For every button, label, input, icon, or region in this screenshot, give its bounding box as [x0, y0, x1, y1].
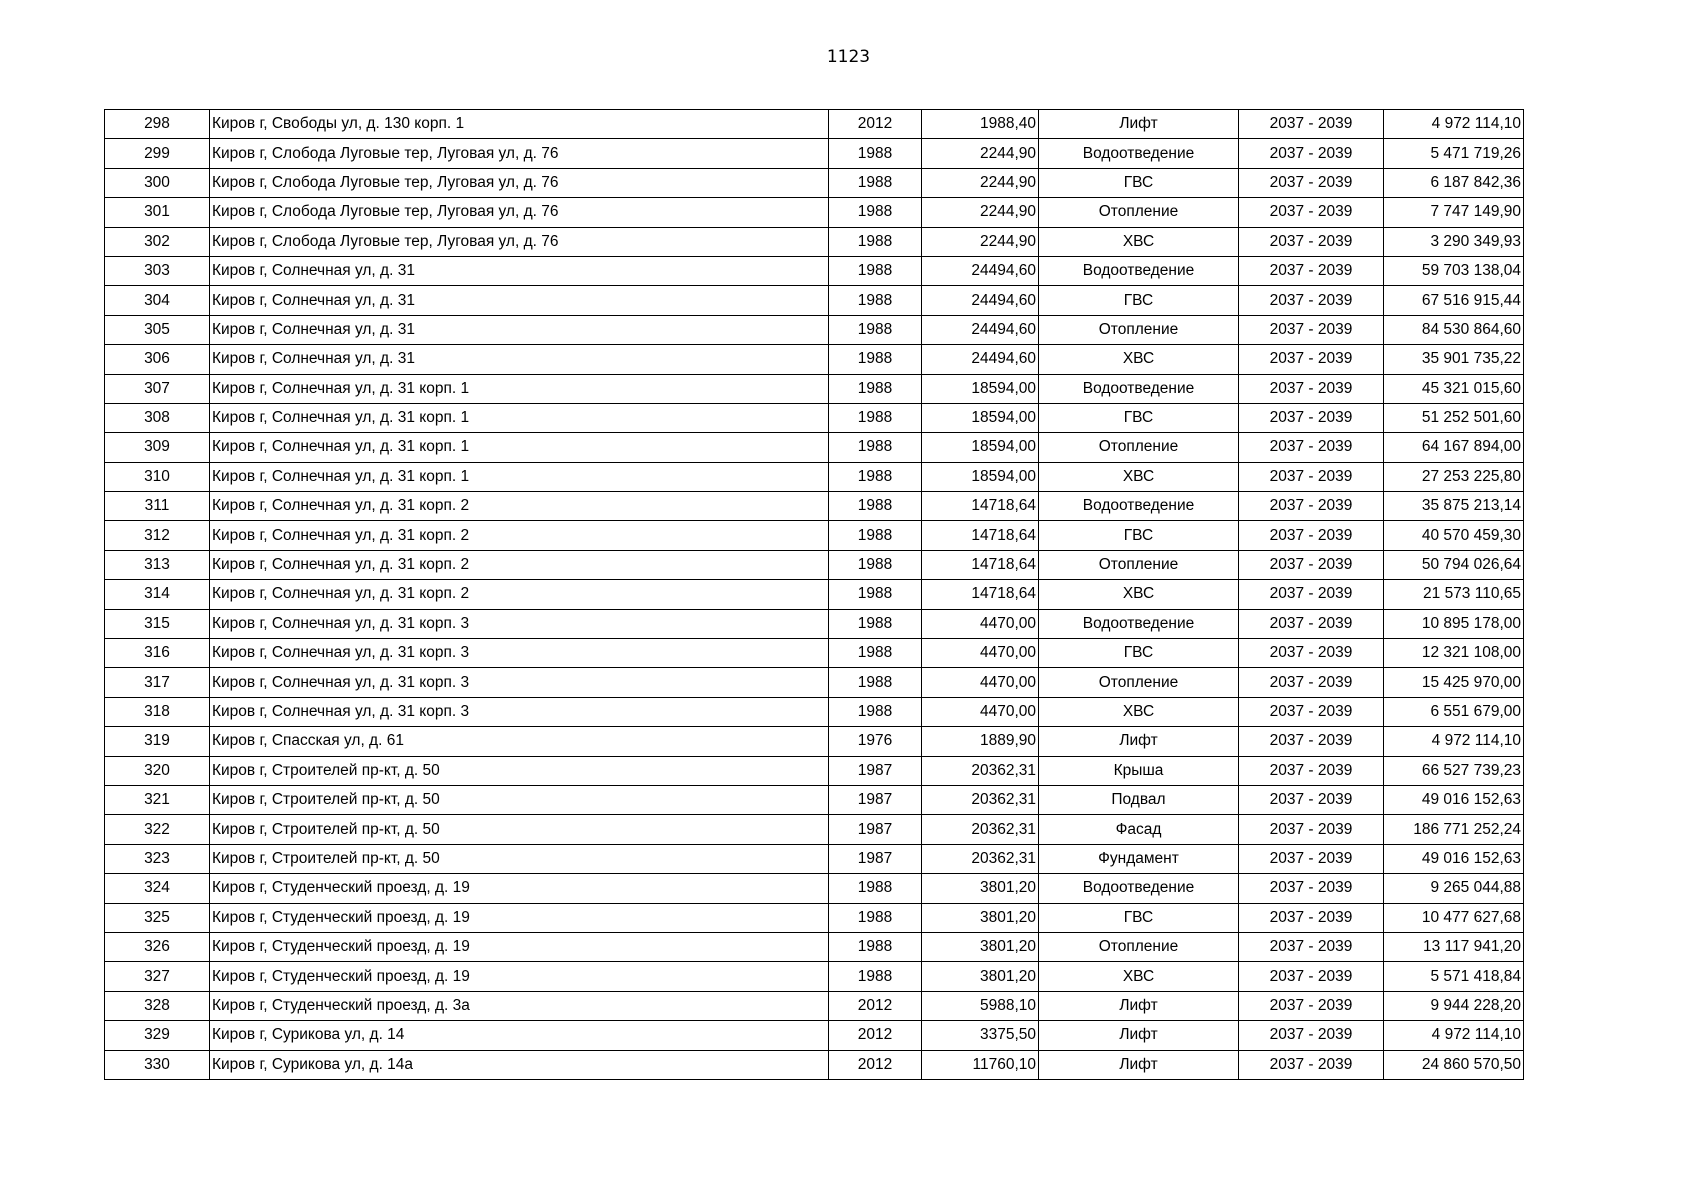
table-row: [105, 168, 1524, 197]
area-cell: 18594,00: [922, 374, 1039, 403]
table-row: [105, 139, 1524, 168]
area-cell: 14718,64: [922, 521, 1039, 550]
year-cell: 2012: [829, 991, 922, 1020]
row-number-cell: 326: [105, 932, 210, 961]
work-type-cell: Водоотведение: [1039, 492, 1239, 521]
address-cell: Киров г, Строителей пр-кт, д. 50: [210, 844, 829, 873]
work-type-cell: Лифт: [1039, 727, 1239, 756]
work-type-cell: ГВС: [1039, 521, 1239, 550]
year-cell: 1987: [829, 844, 922, 873]
year-cell: 1988: [829, 168, 922, 197]
work-type-cell: Отопление: [1039, 932, 1239, 961]
row-number-cell: 328: [105, 991, 210, 1020]
table-row: [105, 374, 1524, 403]
table-row: [105, 1050, 1524, 1079]
work-type-cell: ХВС: [1039, 462, 1239, 491]
row-number-cell: 325: [105, 903, 210, 932]
work-type-cell: Фасад: [1039, 815, 1239, 844]
period-cell: 2037 - 2039: [1239, 962, 1384, 991]
cost-cell: 186 771 252,24: [1384, 815, 1524, 844]
address-cell: Киров г, Солнечная ул, д. 31 корп. 1: [210, 462, 829, 491]
work-type-cell: ХВС: [1039, 697, 1239, 726]
address-cell: Киров г, Студенческий проезд, д. 19: [210, 874, 829, 903]
cost-cell: 35 901 735,22: [1384, 345, 1524, 374]
area-cell: 3801,20: [922, 962, 1039, 991]
cost-cell: 35 875 213,14: [1384, 492, 1524, 521]
row-number-cell: 309: [105, 433, 210, 462]
row-number-cell: 299: [105, 139, 210, 168]
period-cell: 2037 - 2039: [1239, 844, 1384, 873]
address-cell: Киров г, Студенческий проезд, д. 19: [210, 932, 829, 961]
cost-cell: 21 573 110,65: [1384, 580, 1524, 609]
cost-cell: 10 477 627,68: [1384, 903, 1524, 932]
year-cell: 1988: [829, 550, 922, 579]
period-cell: 2037 - 2039: [1239, 550, 1384, 579]
address-cell: Киров г, Солнечная ул, д. 31: [210, 345, 829, 374]
table-row: [105, 256, 1524, 285]
address-cell: Киров г, Солнечная ул, д. 31 корп. 3: [210, 639, 829, 668]
year-cell: 1988: [829, 668, 922, 697]
row-number-cell: 307: [105, 374, 210, 403]
address-cell: Киров г, Солнечная ул, д. 31 корп. 3: [210, 697, 829, 726]
table-row: [105, 492, 1524, 521]
table-row: [105, 227, 1524, 256]
cost-cell: 13 117 941,20: [1384, 932, 1524, 961]
area-cell: 2244,90: [922, 198, 1039, 227]
work-type-cell: Отопление: [1039, 315, 1239, 344]
address-cell: Киров г, Солнечная ул, д. 31 корп. 1: [210, 433, 829, 462]
address-cell: Киров г, Студенческий проезд, д. 3а: [210, 991, 829, 1020]
table-row: [105, 756, 1524, 785]
row-number-cell: 301: [105, 198, 210, 227]
period-cell: 2037 - 2039: [1239, 580, 1384, 609]
row-number-cell: 317: [105, 668, 210, 697]
row-number-cell: 312: [105, 521, 210, 550]
address-cell: Киров г, Солнечная ул, д. 31 корп. 3: [210, 609, 829, 638]
cost-cell: 66 527 739,23: [1384, 756, 1524, 785]
address-cell: Киров г, Строителей пр-кт, д. 50: [210, 815, 829, 844]
period-cell: 2037 - 2039: [1239, 785, 1384, 814]
cost-cell: 59 703 138,04: [1384, 256, 1524, 285]
cost-cell: 24 860 570,50: [1384, 1050, 1524, 1079]
address-cell: Киров г, Солнечная ул, д. 31 корп. 1: [210, 403, 829, 432]
cost-cell: 15 425 970,00: [1384, 668, 1524, 697]
row-number-cell: 306: [105, 345, 210, 374]
period-cell: 2037 - 2039: [1239, 492, 1384, 521]
year-cell: 1988: [829, 521, 922, 550]
area-cell: 24494,60: [922, 345, 1039, 374]
period-cell: 2037 - 2039: [1239, 521, 1384, 550]
table-row: [105, 991, 1524, 1020]
year-cell: 1987: [829, 785, 922, 814]
row-number-cell: 316: [105, 639, 210, 668]
cost-cell: 6 187 842,36: [1384, 168, 1524, 197]
work-type-cell: Лифт: [1039, 1050, 1239, 1079]
area-cell: 3375,50: [922, 1021, 1039, 1050]
year-cell: 1988: [829, 433, 922, 462]
address-cell: Киров г, Солнечная ул, д. 31 корп. 3: [210, 668, 829, 697]
table-row: [105, 609, 1524, 638]
year-cell: 1987: [829, 756, 922, 785]
cost-cell: 84 530 864,60: [1384, 315, 1524, 344]
address-cell: Киров г, Слобода Луговые тер, Луговая ул, д. 76: [210, 198, 829, 227]
period-cell: 2037 - 2039: [1239, 462, 1384, 491]
period-cell: 2037 - 2039: [1239, 991, 1384, 1020]
cost-cell: 45 321 015,60: [1384, 374, 1524, 403]
cost-cell: 50 794 026,64: [1384, 550, 1524, 579]
work-type-cell: Отопление: [1039, 668, 1239, 697]
period-cell: 2037 - 2039: [1239, 168, 1384, 197]
area-cell: 20362,31: [922, 756, 1039, 785]
work-type-cell: Фундамент: [1039, 844, 1239, 873]
work-type-cell: Отопление: [1039, 550, 1239, 579]
table-row: [105, 198, 1524, 227]
cost-cell: 49 016 152,63: [1384, 785, 1524, 814]
work-type-cell: Отопление: [1039, 198, 1239, 227]
work-type-cell: Водоотведение: [1039, 256, 1239, 285]
year-cell: 1988: [829, 697, 922, 726]
cost-cell: 3 290 349,93: [1384, 227, 1524, 256]
table-row: [105, 874, 1524, 903]
table-row: [105, 345, 1524, 374]
work-type-cell: Отопление: [1039, 433, 1239, 462]
table-row: [105, 580, 1524, 609]
period-cell: 2037 - 2039: [1239, 139, 1384, 168]
row-number-cell: 313: [105, 550, 210, 579]
year-cell: 1988: [829, 903, 922, 932]
period-cell: 2037 - 2039: [1239, 227, 1384, 256]
table-row: [105, 903, 1524, 932]
work-type-cell: ХВС: [1039, 227, 1239, 256]
area-cell: 20362,31: [922, 844, 1039, 873]
table-row: [105, 110, 1524, 139]
period-cell: 2037 - 2039: [1239, 345, 1384, 374]
row-number-cell: 319: [105, 727, 210, 756]
area-cell: 2244,90: [922, 227, 1039, 256]
cost-cell: 40 570 459,30: [1384, 521, 1524, 550]
area-cell: 3801,20: [922, 932, 1039, 961]
row-number-cell: 314: [105, 580, 210, 609]
year-cell: 1988: [829, 403, 922, 432]
period-cell: 2037 - 2039: [1239, 1050, 1384, 1079]
period-cell: 2037 - 2039: [1239, 932, 1384, 961]
works-register-table: [104, 109, 1524, 1080]
row-number-cell: 310: [105, 462, 210, 491]
area-cell: 4470,00: [922, 668, 1039, 697]
table-row: [105, 639, 1524, 668]
period-cell: 2037 - 2039: [1239, 815, 1384, 844]
address-cell: Киров г, Строителей пр-кт, д. 50: [210, 756, 829, 785]
address-cell: Киров г, Слобода Луговые тер, Луговая ул, д. 76: [210, 139, 829, 168]
area-cell: 18594,00: [922, 403, 1039, 432]
work-type-cell: ГВС: [1039, 286, 1239, 315]
year-cell: 2012: [829, 1021, 922, 1050]
cost-cell: 6 551 679,00: [1384, 697, 1524, 726]
cost-cell: 4 972 114,10: [1384, 1021, 1524, 1050]
row-number-cell: 327: [105, 962, 210, 991]
area-cell: 20362,31: [922, 815, 1039, 844]
period-cell: 2037 - 2039: [1239, 315, 1384, 344]
address-cell: Киров г, Сурикова ул, д. 14а: [210, 1050, 829, 1079]
table-row: [105, 1021, 1524, 1050]
period-cell: 2037 - 2039: [1239, 1021, 1384, 1050]
year-cell: 1988: [829, 198, 922, 227]
address-cell: Киров г, Свободы ул, д. 130 корп. 1: [210, 110, 829, 139]
year-cell: 1988: [829, 345, 922, 374]
cost-cell: 51 252 501,60: [1384, 403, 1524, 432]
area-cell: 14718,64: [922, 580, 1039, 609]
area-cell: 3801,20: [922, 874, 1039, 903]
address-cell: Киров г, Слобода Луговые тер, Луговая ул, д. 76: [210, 227, 829, 256]
year-cell: 1988: [829, 227, 922, 256]
table-row: [105, 286, 1524, 315]
cost-cell: 49 016 152,63: [1384, 844, 1524, 873]
area-cell: 24494,60: [922, 256, 1039, 285]
year-cell: 1988: [829, 639, 922, 668]
period-cell: 2037 - 2039: [1239, 874, 1384, 903]
work-type-cell: Водоотведение: [1039, 374, 1239, 403]
work-type-cell: Лифт: [1039, 110, 1239, 139]
period-cell: 2037 - 2039: [1239, 609, 1384, 638]
cost-cell: 5 571 418,84: [1384, 962, 1524, 991]
cost-cell: 9 944 228,20: [1384, 991, 1524, 1020]
cost-cell: 67 516 915,44: [1384, 286, 1524, 315]
address-cell: Киров г, Солнечная ул, д. 31 корп. 1: [210, 374, 829, 403]
address-cell: Киров г, Строителей пр-кт, д. 50: [210, 785, 829, 814]
table-row: [105, 727, 1524, 756]
area-cell: 1988,40: [922, 110, 1039, 139]
row-number-cell: 324: [105, 874, 210, 903]
work-type-cell: Подвал: [1039, 785, 1239, 814]
table-row: [105, 932, 1524, 961]
table-row: [105, 433, 1524, 462]
work-type-cell: Лифт: [1039, 1021, 1239, 1050]
area-cell: 14718,64: [922, 492, 1039, 521]
cost-cell: 4 972 114,10: [1384, 110, 1524, 139]
period-cell: 2037 - 2039: [1239, 903, 1384, 932]
year-cell: 1988: [829, 609, 922, 638]
page-number: 1123: [826, 47, 871, 67]
period-cell: 2037 - 2039: [1239, 756, 1384, 785]
work-type-cell: Водоотведение: [1039, 139, 1239, 168]
address-cell: Киров г, Слобода Луговые тер, Луговая ул, д. 76: [210, 168, 829, 197]
address-cell: Киров г, Солнечная ул, д. 31: [210, 256, 829, 285]
period-cell: 2037 - 2039: [1239, 668, 1384, 697]
table-row: [105, 668, 1524, 697]
area-cell: 1889,90: [922, 727, 1039, 756]
row-number-cell: 322: [105, 815, 210, 844]
address-cell: Киров г, Спасская ул, д. 61: [210, 727, 829, 756]
area-cell: 4470,00: [922, 609, 1039, 638]
area-cell: 5988,10: [922, 991, 1039, 1020]
table-row: [105, 521, 1524, 550]
row-number-cell: 311: [105, 492, 210, 521]
cost-cell: 4 972 114,10: [1384, 727, 1524, 756]
work-type-cell: ГВС: [1039, 168, 1239, 197]
cost-cell: 10 895 178,00: [1384, 609, 1524, 638]
row-number-cell: 318: [105, 697, 210, 726]
work-type-cell: Водоотведение: [1039, 874, 1239, 903]
period-cell: 2037 - 2039: [1239, 198, 1384, 227]
year-cell: 1988: [829, 492, 922, 521]
period-cell: 2037 - 2039: [1239, 727, 1384, 756]
row-number-cell: 323: [105, 844, 210, 873]
address-cell: Киров г, Студенческий проезд, д. 19: [210, 903, 829, 932]
area-cell: 20362,31: [922, 785, 1039, 814]
year-cell: 1988: [829, 932, 922, 961]
area-cell: 14718,64: [922, 550, 1039, 579]
year-cell: 1988: [829, 286, 922, 315]
area-cell: 4470,00: [922, 639, 1039, 668]
year-cell: 1988: [829, 139, 922, 168]
period-cell: 2037 - 2039: [1239, 433, 1384, 462]
table-row: [105, 844, 1524, 873]
year-cell: 1988: [829, 962, 922, 991]
row-number-cell: 315: [105, 609, 210, 638]
table-row: [105, 462, 1524, 491]
address-cell: Киров г, Солнечная ул, д. 31 корп. 2: [210, 521, 829, 550]
row-number-cell: 329: [105, 1021, 210, 1050]
area-cell: 4470,00: [922, 697, 1039, 726]
period-cell: 2037 - 2039: [1239, 403, 1384, 432]
work-type-cell: ХВС: [1039, 345, 1239, 374]
address-cell: Киров г, Солнечная ул, д. 31 корп. 2: [210, 550, 829, 579]
year-cell: 1988: [829, 580, 922, 609]
table-row: [105, 315, 1524, 344]
area-cell: 11760,10: [922, 1050, 1039, 1079]
row-number-cell: 298: [105, 110, 210, 139]
year-cell: 1988: [829, 256, 922, 285]
period-cell: 2037 - 2039: [1239, 110, 1384, 139]
area-cell: 2244,90: [922, 168, 1039, 197]
cost-cell: 7 747 149,90: [1384, 198, 1524, 227]
table-body: [105, 110, 1524, 1080]
area-cell: 18594,00: [922, 462, 1039, 491]
address-cell: Киров г, Солнечная ул, д. 31 корп. 2: [210, 580, 829, 609]
work-type-cell: ХВС: [1039, 962, 1239, 991]
row-number-cell: 304: [105, 286, 210, 315]
year-cell: 2012: [829, 1050, 922, 1079]
row-number-cell: 300: [105, 168, 210, 197]
year-cell: 1988: [829, 874, 922, 903]
address-cell: Киров г, Солнечная ул, д. 31: [210, 315, 829, 344]
table-row: [105, 962, 1524, 991]
table-row: [105, 403, 1524, 432]
area-cell: 3801,20: [922, 903, 1039, 932]
work-type-cell: ГВС: [1039, 403, 1239, 432]
address-cell: Киров г, Сурикова ул, д. 14: [210, 1021, 829, 1050]
address-cell: Киров г, Солнечная ул, д. 31: [210, 286, 829, 315]
cost-cell: 64 167 894,00: [1384, 433, 1524, 462]
work-type-cell: Водоотведение: [1039, 609, 1239, 638]
work-type-cell: Крыша: [1039, 756, 1239, 785]
row-number-cell: 320: [105, 756, 210, 785]
table-row: [105, 815, 1524, 844]
address-cell: Киров г, Солнечная ул, д. 31 корп. 2: [210, 492, 829, 521]
row-number-cell: 302: [105, 227, 210, 256]
year-cell: 1988: [829, 462, 922, 491]
area-cell: 2244,90: [922, 139, 1039, 168]
cost-cell: 12 321 108,00: [1384, 639, 1524, 668]
year-cell: 1987: [829, 815, 922, 844]
row-number-cell: 308: [105, 403, 210, 432]
period-cell: 2037 - 2039: [1239, 286, 1384, 315]
year-cell: 2012: [829, 110, 922, 139]
year-cell: 1988: [829, 315, 922, 344]
period-cell: 2037 - 2039: [1239, 256, 1384, 285]
work-type-cell: ГВС: [1039, 903, 1239, 932]
row-number-cell: 305: [105, 315, 210, 344]
row-number-cell: 303: [105, 256, 210, 285]
area-cell: 18594,00: [922, 433, 1039, 462]
period-cell: 2037 - 2039: [1239, 639, 1384, 668]
area-cell: 24494,60: [922, 286, 1039, 315]
period-cell: 2037 - 2039: [1239, 374, 1384, 403]
year-cell: 1976: [829, 727, 922, 756]
area-cell: 24494,60: [922, 315, 1039, 344]
year-cell: 1988: [829, 374, 922, 403]
period-cell: 2037 - 2039: [1239, 697, 1384, 726]
address-cell: Киров г, Студенческий проезд, д. 19: [210, 962, 829, 991]
table-row: [105, 785, 1524, 814]
table-row: [105, 550, 1524, 579]
table-row: [105, 697, 1524, 726]
row-number-cell: 330: [105, 1050, 210, 1079]
row-number-cell: 321: [105, 785, 210, 814]
work-type-cell: Лифт: [1039, 991, 1239, 1020]
cost-cell: 9 265 044,88: [1384, 874, 1524, 903]
cost-cell: 5 471 719,26: [1384, 139, 1524, 168]
cost-cell: 27 253 225,80: [1384, 462, 1524, 491]
work-type-cell: ХВС: [1039, 580, 1239, 609]
work-type-cell: ГВС: [1039, 639, 1239, 668]
